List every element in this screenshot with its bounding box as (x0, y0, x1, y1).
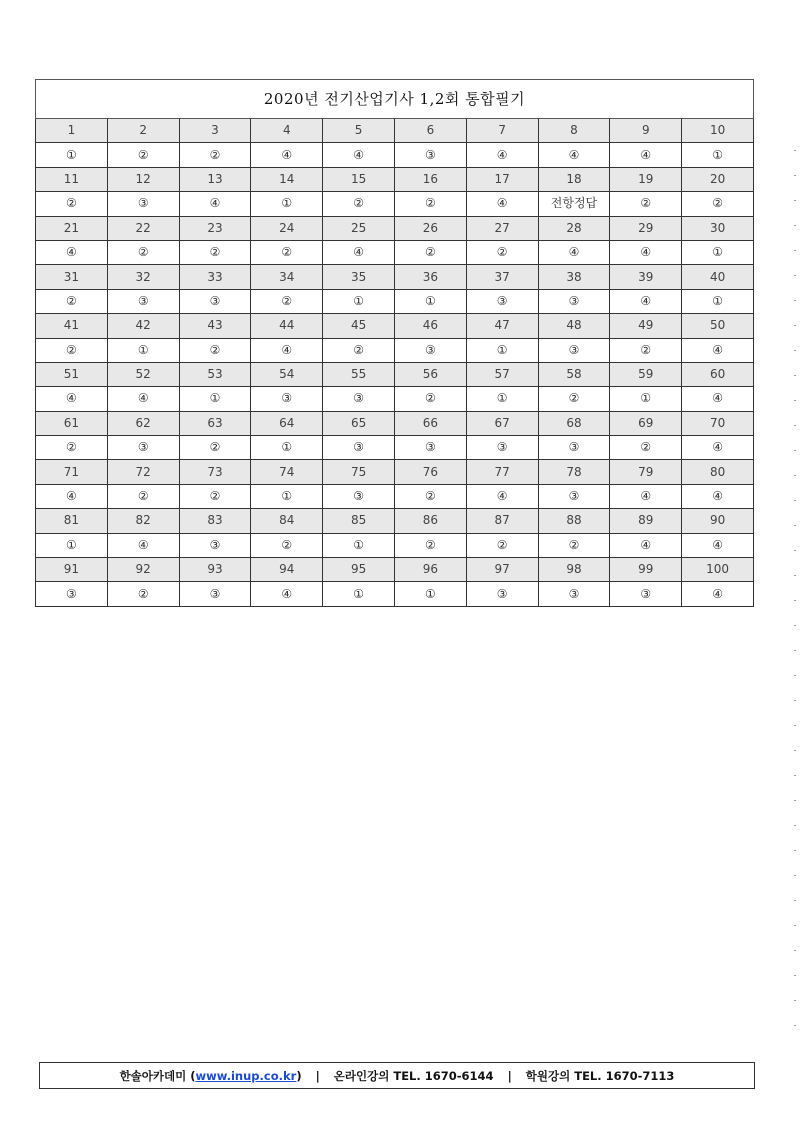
question-number-cell: 90 (682, 509, 754, 533)
question-number-cell: 93 (179, 558, 251, 582)
answer-row (36, 289, 754, 313)
answer-cell: ① (466, 387, 538, 411)
answer-cell: ④ (323, 143, 395, 167)
answer-cell: ④ (610, 240, 682, 264)
question-number-cell: 19 (610, 167, 682, 191)
question-number-cell: 24 (251, 216, 323, 240)
question-number-cell: 81 (36, 509, 108, 533)
answer-cell: ③ (466, 289, 538, 313)
question-number-cell: 58 (538, 362, 610, 386)
answer-cell: ② (466, 240, 538, 264)
question-number-cell: 87 (466, 509, 538, 533)
answer-cell: ② (610, 436, 682, 460)
edge-mark (794, 725, 796, 726)
edge-mark (794, 825, 796, 826)
question-number-cell: 65 (323, 411, 395, 435)
question-number-cell: 21 (36, 216, 108, 240)
answer-cell: ① (323, 289, 395, 313)
question-number-cell: 5 (323, 119, 395, 143)
answer-cell: ④ (107, 533, 179, 557)
answer-cell: ④ (36, 240, 108, 264)
question-number-cell: 79 (610, 460, 682, 484)
answer-cell: ③ (394, 436, 466, 460)
answer-cell: ② (394, 484, 466, 508)
edge-mark (794, 975, 796, 976)
answer-cell: ② (323, 338, 395, 362)
question-number-cell: 15 (323, 167, 395, 191)
question-number-cell: 85 (323, 509, 395, 533)
question-number-cell: 12 (107, 167, 179, 191)
question-number-cell: 49 (610, 314, 682, 338)
question-number-row (36, 362, 754, 386)
question-number-cell: 13 (179, 167, 251, 191)
question-number-cell: 26 (394, 216, 466, 240)
question-number-cell: 68 (538, 411, 610, 435)
answer-row (36, 143, 754, 167)
answer-key-table (35, 79, 754, 607)
answer-cell: ② (179, 240, 251, 264)
question-number-cell: 8 (538, 119, 610, 143)
answer-cell: ④ (682, 436, 754, 460)
edge-mark (794, 750, 796, 751)
question-number-cell: 40 (682, 265, 754, 289)
footer-academy-phone: 학원강의 TEL. 1670-7113 (525, 1069, 675, 1083)
question-number-cell: 77 (466, 460, 538, 484)
answer-cell: ① (179, 387, 251, 411)
question-number-cell: 41 (36, 314, 108, 338)
answer-cell: ④ (682, 484, 754, 508)
answer-cell: ③ (394, 338, 466, 362)
answer-cell: ② (394, 192, 466, 216)
question-number-cell: 32 (107, 265, 179, 289)
question-number-cell: 44 (251, 314, 323, 338)
question-number-cell: 60 (682, 362, 754, 386)
answer-cell: ② (36, 338, 108, 362)
answer-row (36, 192, 754, 216)
question-number-cell: 80 (682, 460, 754, 484)
answer-cell: ③ (251, 387, 323, 411)
question-number-cell: 64 (251, 411, 323, 435)
footer-separator: | (507, 1069, 512, 1083)
question-number-cell: 97 (466, 558, 538, 582)
answer-cell: ③ (179, 289, 251, 313)
question-number-cell: 88 (538, 509, 610, 533)
answer-cell: ④ (682, 338, 754, 362)
footer-separator: | (315, 1069, 320, 1083)
answer-cell: ② (179, 436, 251, 460)
edge-mark (794, 550, 796, 551)
answer-cell: ③ (538, 582, 610, 606)
edge-mark (794, 1025, 796, 1026)
answer-cell: ④ (682, 387, 754, 411)
question-number-cell: 73 (179, 460, 251, 484)
answer-cell: ① (251, 484, 323, 508)
answer-row (36, 338, 754, 362)
question-number-cell: 22 (107, 216, 179, 240)
question-number-cell: 72 (107, 460, 179, 484)
answer-row (36, 533, 754, 557)
question-number-cell: 61 (36, 411, 108, 435)
answer-cell: ① (466, 338, 538, 362)
question-number-cell: 75 (323, 460, 395, 484)
answer-cell: ② (107, 143, 179, 167)
answer-cell: ② (610, 338, 682, 362)
footer-contact: 한솔아카데미 (www.inup.co.kr) | 온라인강의 TEL. 1670-6144 | 학원강의 TEL. 1670-7113 (39, 1062, 755, 1089)
answer-cell: ② (394, 387, 466, 411)
edge-mark (794, 200, 796, 201)
question-number-cell: 18 (538, 167, 610, 191)
answer-cell: ① (394, 582, 466, 606)
answer-cell: ③ (538, 289, 610, 313)
edge-mark (794, 675, 796, 676)
answer-cell: ③ (466, 436, 538, 460)
question-number-row (36, 314, 754, 338)
question-number-row (36, 265, 754, 289)
answer-cell: ③ (107, 436, 179, 460)
question-number-cell: 78 (538, 460, 610, 484)
answer-cell: ④ (610, 533, 682, 557)
answer-cell: ① (394, 289, 466, 313)
edge-mark (794, 150, 796, 151)
title-row (36, 80, 754, 119)
question-number-cell: 25 (323, 216, 395, 240)
edge-mark (794, 275, 796, 276)
edge-mark (794, 800, 796, 801)
edge-mark (794, 850, 796, 851)
question-number-cell: 89 (610, 509, 682, 533)
question-number-cell: 71 (36, 460, 108, 484)
question-number-cell: 14 (251, 167, 323, 191)
edge-mark (794, 500, 796, 501)
question-number-cell: 37 (466, 265, 538, 289)
question-number-cell: 29 (610, 216, 682, 240)
answer-cell: ② (107, 240, 179, 264)
edge-mark (794, 1000, 796, 1001)
question-number-row (36, 216, 754, 240)
edge-mark (794, 900, 796, 901)
answer-cell: ② (323, 192, 395, 216)
edge-mark (794, 475, 796, 476)
question-number-cell: 17 (466, 167, 538, 191)
question-number-cell: 96 (394, 558, 466, 582)
footer-org: 한솔아카데미 (119, 1069, 187, 1083)
answer-key-body (36, 80, 754, 607)
answer-cell: ① (682, 143, 754, 167)
edge-mark (794, 225, 796, 226)
question-number-cell: 48 (538, 314, 610, 338)
answer-cell: ① (682, 240, 754, 264)
answer-cell: ① (36, 143, 108, 167)
question-number-cell: 86 (394, 509, 466, 533)
question-number-cell: 7 (466, 119, 538, 143)
question-number-cell: 92 (107, 558, 179, 582)
question-number-cell: 52 (107, 362, 179, 386)
question-number-cell: 100 (682, 558, 754, 582)
answer-cell: ④ (251, 143, 323, 167)
question-number-cell: 1 (36, 119, 108, 143)
answer-cell: ④ (251, 582, 323, 606)
answer-cell: ② (251, 533, 323, 557)
question-number-cell: 31 (36, 265, 108, 289)
answer-cell: ② (610, 192, 682, 216)
answer-cell: ③ (466, 582, 538, 606)
question-number-cell: 33 (179, 265, 251, 289)
edge-mark (794, 575, 796, 576)
question-number-cell: 10 (682, 119, 754, 143)
edge-mark (794, 600, 796, 601)
answer-cell: ② (394, 240, 466, 264)
question-number-cell: 83 (179, 509, 251, 533)
page-title: 2020년 전기산업기사 1,2회 통합필기 (36, 80, 754, 119)
answer-cell: ③ (36, 582, 108, 606)
question-number-cell: 91 (36, 558, 108, 582)
answer-cell: ④ (538, 240, 610, 264)
answer-cell: ② (538, 387, 610, 411)
question-number-cell: 36 (394, 265, 466, 289)
question-number-cell: 50 (682, 314, 754, 338)
question-number-cell: 55 (323, 362, 395, 386)
question-number-cell: 6 (394, 119, 466, 143)
answer-cell: ② (538, 533, 610, 557)
answer-cell: ③ (323, 484, 395, 508)
edge-mark (794, 525, 796, 526)
answer-row (36, 582, 754, 606)
answer-cell: ② (107, 582, 179, 606)
question-number-cell: 38 (538, 265, 610, 289)
question-number-cell: 3 (179, 119, 251, 143)
answer-cell: ④ (466, 484, 538, 508)
question-number-cell: 45 (323, 314, 395, 338)
question-number-cell: 53 (179, 362, 251, 386)
answer-cell: ④ (610, 143, 682, 167)
answer-cell: ② (179, 143, 251, 167)
question-number-cell: 27 (466, 216, 538, 240)
answer-cell: ④ (179, 192, 251, 216)
edge-mark (794, 425, 796, 426)
answer-cell: ② (682, 192, 754, 216)
question-number-cell: 54 (251, 362, 323, 386)
question-number-cell: 99 (610, 558, 682, 582)
answer-cell: 전항정답 (538, 192, 610, 216)
answer-cell: ④ (36, 484, 108, 508)
question-number-cell: 94 (251, 558, 323, 582)
question-number-cell: 43 (179, 314, 251, 338)
edge-mark (794, 350, 796, 351)
answer-cell: ① (36, 533, 108, 557)
answer-cell: ④ (610, 484, 682, 508)
answer-cell: ③ (107, 289, 179, 313)
question-number-cell: 98 (538, 558, 610, 582)
answer-cell: ② (107, 484, 179, 508)
answer-cell: ② (179, 484, 251, 508)
question-number-row (36, 558, 754, 582)
edge-mark (794, 375, 796, 376)
answer-cell: ③ (323, 387, 395, 411)
answer-cell: ③ (179, 582, 251, 606)
edge-mark (794, 625, 796, 626)
answer-cell: ① (323, 582, 395, 606)
answer-cell: ② (179, 338, 251, 362)
question-number-cell: 4 (251, 119, 323, 143)
answer-cell: ③ (538, 338, 610, 362)
answer-cell: ① (682, 289, 754, 313)
question-number-row (36, 119, 754, 143)
edge-mark (794, 325, 796, 326)
answer-cell: ④ (323, 240, 395, 264)
question-number-cell: 20 (682, 167, 754, 191)
answer-cell: ① (323, 533, 395, 557)
edge-mark (794, 950, 796, 951)
question-number-cell: 57 (466, 362, 538, 386)
question-number-cell: 76 (394, 460, 466, 484)
question-number-cell: 66 (394, 411, 466, 435)
answer-cell: ③ (610, 582, 682, 606)
answer-row (36, 387, 754, 411)
question-number-cell: 34 (251, 265, 323, 289)
question-number-cell: 63 (179, 411, 251, 435)
answer-row (36, 240, 754, 264)
answer-cell: ② (36, 192, 108, 216)
answer-cell: ④ (107, 387, 179, 411)
question-number-cell: 67 (466, 411, 538, 435)
answer-cell: ④ (466, 192, 538, 216)
answer-cell: ④ (538, 143, 610, 167)
answer-cell: ② (466, 533, 538, 557)
answer-cell: ③ (179, 533, 251, 557)
question-number-cell: 39 (610, 265, 682, 289)
answer-cell: ④ (610, 289, 682, 313)
edge-mark (794, 775, 796, 776)
footer-website-link[interactable]: www.inup.co.kr (195, 1069, 297, 1083)
edge-mark (794, 650, 796, 651)
answer-cell: ④ (682, 582, 754, 606)
question-number-cell: 16 (394, 167, 466, 191)
edge-mark (794, 250, 796, 251)
question-number-row (36, 167, 754, 191)
answer-cell: ② (251, 289, 323, 313)
question-number-cell: 23 (179, 216, 251, 240)
question-number-cell: 69 (610, 411, 682, 435)
answer-cell: ③ (394, 143, 466, 167)
question-number-cell: 62 (107, 411, 179, 435)
question-number-cell: 59 (610, 362, 682, 386)
question-number-cell: 74 (251, 460, 323, 484)
edge-mark (794, 175, 796, 176)
answer-cell: ① (610, 387, 682, 411)
edge-mark (794, 700, 796, 701)
question-number-cell: 35 (323, 265, 395, 289)
answer-cell: ③ (538, 436, 610, 460)
answer-cell: ③ (538, 484, 610, 508)
answer-row (36, 484, 754, 508)
answer-cell: ① (107, 338, 179, 362)
answer-cell: ④ (36, 387, 108, 411)
edge-mark (794, 400, 796, 401)
question-number-cell: 42 (107, 314, 179, 338)
answer-cell: ③ (323, 436, 395, 460)
answer-cell: ① (251, 192, 323, 216)
answer-cell: ④ (466, 143, 538, 167)
footer-online-phone: 온라인강의 TEL. 1670-6144 (333, 1069, 494, 1083)
answer-row (36, 436, 754, 460)
question-number-row (36, 460, 754, 484)
question-number-cell: 82 (107, 509, 179, 533)
answer-cell: ② (36, 436, 108, 460)
question-number-cell: 11 (36, 167, 108, 191)
answer-cell: ① (251, 436, 323, 460)
answer-cell: ④ (251, 338, 323, 362)
answer-cell: ② (251, 240, 323, 264)
answer-cell: ③ (107, 192, 179, 216)
question-number-cell: 30 (682, 216, 754, 240)
question-number-cell: 51 (36, 362, 108, 386)
edge-mark (794, 875, 796, 876)
answer-cell: ② (36, 289, 108, 313)
question-number-cell: 28 (538, 216, 610, 240)
question-number-cell: 9 (610, 119, 682, 143)
answer-cell: ④ (682, 533, 754, 557)
page-edge-marks (794, 150, 798, 1050)
question-number-cell: 46 (394, 314, 466, 338)
answer-cell: ② (394, 533, 466, 557)
question-number-cell: 84 (251, 509, 323, 533)
edge-mark (794, 925, 796, 926)
question-number-row (36, 411, 754, 435)
question-number-cell: 95 (323, 558, 395, 582)
edge-mark (794, 300, 796, 301)
edge-mark (794, 450, 796, 451)
question-number-cell: 56 (394, 362, 466, 386)
question-number-cell: 47 (466, 314, 538, 338)
question-number-row (36, 509, 754, 533)
question-number-cell: 2 (107, 119, 179, 143)
question-number-cell: 70 (682, 411, 754, 435)
